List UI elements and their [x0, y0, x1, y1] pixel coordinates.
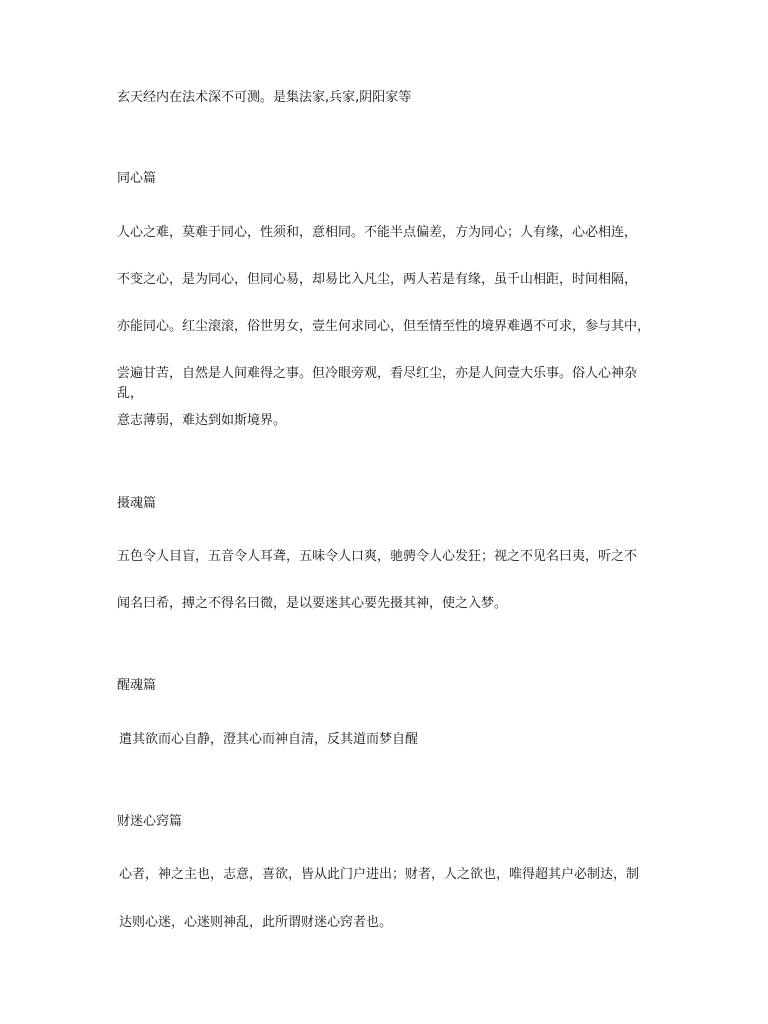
paragraph: 心者，神之主也，志意，喜欲，皆从此门户进出；财者，人之欲也，唯得超其户必制达，制	[119, 867, 640, 882]
section-title-caimixinqiao: 财迷心窍篇	[117, 814, 183, 829]
paragraph: 意志薄弱，难达到如斯境界。	[117, 413, 287, 428]
section-title-shehun: 摄魂篇	[117, 496, 157, 511]
paragraph: 闻名曰希，搏之不得名曰微，是以要迷其心要先摄其神，使之入梦。	[117, 596, 508, 611]
intro-text: 玄天经内在法术深不可测。是集法家,兵家,阴阳家等	[117, 90, 412, 105]
paragraph: 遣其欲而心自静，澄其心而神自清，反其道而梦自醒	[119, 732, 419, 747]
paragraph: 五色令人目盲，五音令人耳聋，五味令人口爽，驰骋令人心发狂；视之不见名曰夷，听之不	[117, 549, 638, 564]
paragraph: 达则心迷，心迷则神乱，此所谓财迷心窍者也。	[119, 915, 393, 930]
section-title-tongxin: 同心篇	[117, 171, 157, 186]
section-title-xinghun: 醒魂篇	[117, 678, 157, 693]
paragraph: 尝遍甘苦，自然是人间难得之事。但冷眼旁观，看尽红尘，亦是人间壹大乐事。俗人心神杂乱，	[117, 366, 638, 401]
paragraph: 亦能同心。红尘滚滚，俗世男女，壹生何求同心，但至情至性的境界难遇不可求，参与其中，	[117, 319, 651, 334]
paragraph: 不变之心，是为同心，但同心易，却易比入凡尘，两人若是有缘，虽千山相距，时间相隔，	[117, 272, 638, 287]
paragraph: 人心之难，莫难于同心，性须和，意相同。不能半点偏差，方为同心；人有缘，心必相连，	[117, 225, 638, 240]
